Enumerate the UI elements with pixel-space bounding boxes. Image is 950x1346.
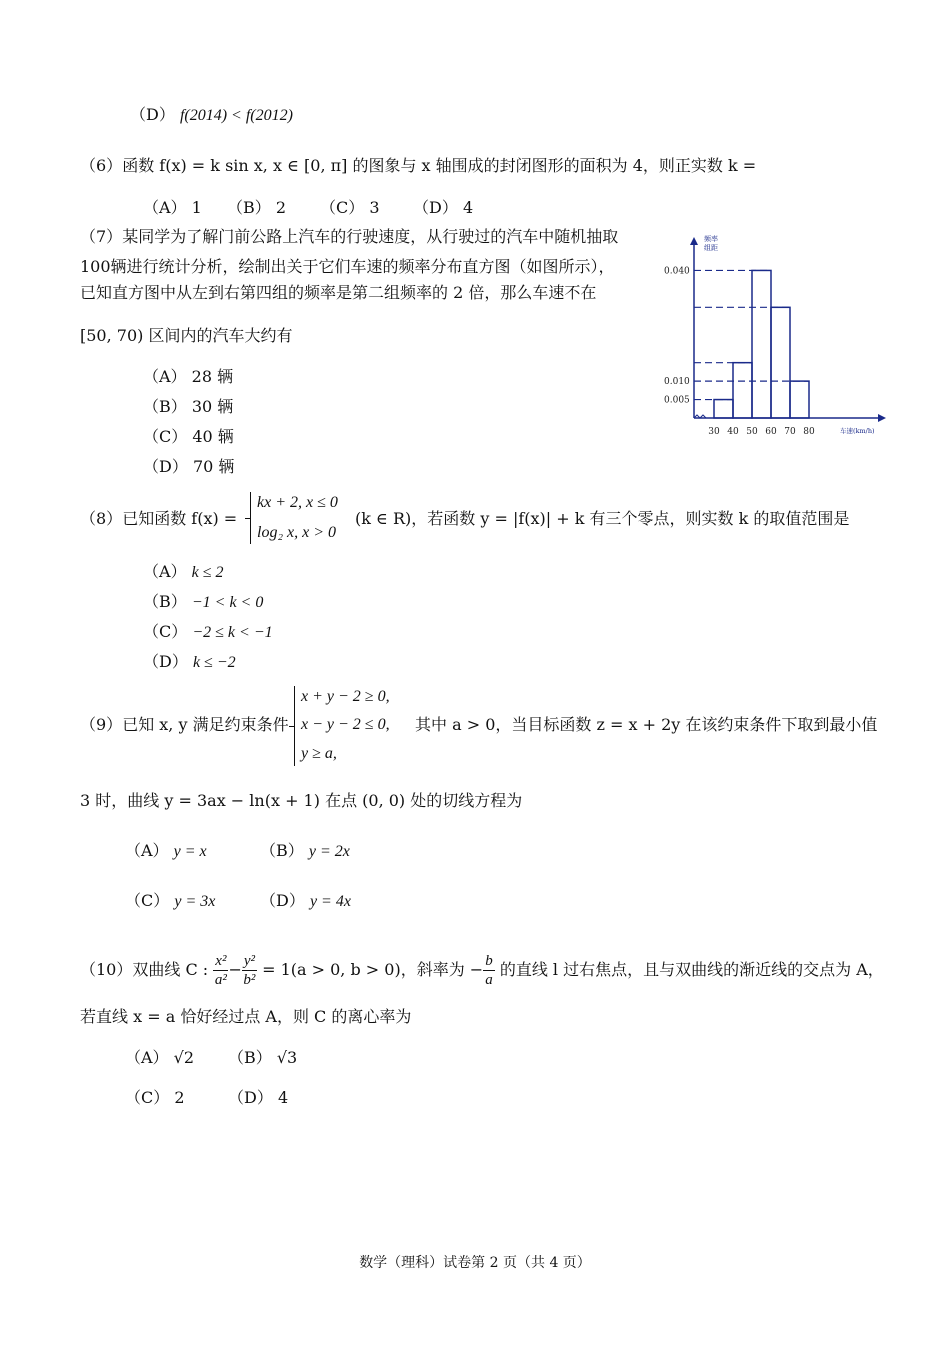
q10-option-a: （A） √2 <box>125 1048 195 1067</box>
x-tick-label: 80 <box>803 427 815 437</box>
histogram-bar <box>752 270 771 418</box>
q7-option-a: （A） 28 辆 <box>143 367 234 386</box>
y-tick-label: 0.005 <box>664 395 690 406</box>
q6-option-a: （A） 1 <box>143 198 202 217</box>
q10-option-d: （D） 4 <box>228 1088 289 1107</box>
y-axis-label-top: 频率 <box>704 235 718 243</box>
x-tick-label: 40 <box>727 427 739 437</box>
q10-option-b: （B） √3 <box>228 1048 298 1067</box>
q9-constraint-2: x − y − 2 ≤ 0, <box>301 716 390 733</box>
q8-brace <box>250 492 251 544</box>
q10-fraction-slope: $\frac{b}{a}$ <box>485 953 493 988</box>
q10-fraction-y: $\frac{\text{y²}}{\text{b²}}$ <box>243 953 256 988</box>
q10-stem-line1: （10）双曲线 C : $\frac{\text{x²}}{\text{a²}}$ − $\frac{\text{y²}}{\text{b²}}$ = 1(a > 0, b > 0)，斜率为 − $\frac{b}{a}$ 的直线 l 过右焦点，且与双曲线的渐近线的交点为 A， <box>80 953 884 988</box>
q9-option-d: （D） y = 4x <box>260 891 351 910</box>
q10-fraction-x: $\frac{\text{x²}}{\text{a²}}$ <box>214 953 227 988</box>
y-tick-label: 0.040 <box>664 266 690 277</box>
q8-suffix: (k ∈ R)，若函数 y = |f(x)| + k 有三个零点，则实数 k 的取值范围是 <box>355 509 850 528</box>
q8-option-c: （C） −2 ≤ k < −1 <box>143 622 273 641</box>
q8-option-a: （A） k ≤ 2 <box>143 562 224 581</box>
y-tick-label: 0.010 <box>664 377 690 388</box>
x-axis-arrow <box>878 414 886 422</box>
x-tick-label: 50 <box>746 427 758 437</box>
q6-option-b: （B） 2 <box>227 198 287 217</box>
q8-case2: log₂ x, x > 0 <box>257 524 337 541</box>
q8-prefix: （8）已知函数 f(x) = <box>80 509 238 528</box>
q9-prefix: （9）已知 x, y 满足约束条件 <box>80 715 289 734</box>
y-axis-arrow <box>690 237 698 245</box>
q9-line2: 3 时，曲线 y = 3ax − ln(x + 1) 在点 (0, 0) 处的切线方程为 <box>80 791 523 810</box>
histogram-bar <box>733 363 752 418</box>
q6-option-d: （D） 4 <box>413 198 474 217</box>
q7-option-b: （B） 30 辆 <box>143 397 234 416</box>
q7-stem-line3: 已知直方图中从左到右第四组的频率是第二组频率的 2 倍，那么车速不在 <box>80 283 597 302</box>
q7-option-d: （D） 70 辆 <box>143 457 235 476</box>
y-axis-label-bottom: 组距 <box>704 244 718 252</box>
q9-suffix: 其中 a > 0，当目标函数 z = x + 2y 在该约束条件下取到最小值 <box>415 715 878 734</box>
q5-option-d: （D） f(2014) < f(2012) <box>130 105 293 124</box>
x-axis-label: 车速(km/h) <box>840 427 875 435</box>
histogram-bar <box>714 400 733 418</box>
page-footer: 数学（理科）试卷第 2 页（共 4 页） <box>359 1255 591 1271</box>
x-tick-label: 60 <box>765 427 777 437</box>
q9-brace <box>294 686 295 766</box>
histogram-bar <box>771 307 790 418</box>
q7-stem-line2: 100辆进行统计分析，绘制出关于它们车速的频率分布直方图（如图所示）， <box>80 257 615 276</box>
q7-option-c: （C） 40 辆 <box>143 427 234 446</box>
q10-option-c: （C） 2 <box>125 1088 185 1107</box>
q10-stem-line2: 若直线 x = a 恰好经过点 A，则 C 的离心率为 <box>80 1007 412 1026</box>
x-tick-label: 70 <box>784 427 796 437</box>
q8-option-b: （B） −1 < k < 0 <box>143 592 264 611</box>
q9-option-a: （A） y = x <box>125 841 207 860</box>
q9-constraint-1: x + y − 2 ≥ 0, <box>301 688 390 705</box>
frequency-histogram <box>660 232 888 440</box>
q6-option-c: （C） 3 <box>320 198 380 217</box>
q8-option-d: （D） k ≤ −2 <box>143 652 236 671</box>
q9-option-c: （C） y = 3x <box>125 891 216 910</box>
x-tick-label: 30 <box>708 427 720 437</box>
q7-stem-line4: [50, 70) 区间内的汽车大约有 <box>80 326 293 345</box>
q9-constraint-3: y ≥ a, <box>301 745 337 762</box>
histogram-bar <box>790 381 809 418</box>
q6-stem: （6）函数 f(x) = k sin x, x ∈ [0, π] 的图象与 x 轴围成的封闭图形的面积为 4，则正实数 k = <box>80 156 757 175</box>
q7-stem-line1: （7）某同学为了解门前公路上汽车的行驶速度，从行驶过的汽车中随机抽取 <box>80 227 619 246</box>
q8-case1: kx + 2, x ≤ 0 <box>257 494 338 511</box>
q9-option-b: （B） y = 2x <box>260 841 350 860</box>
